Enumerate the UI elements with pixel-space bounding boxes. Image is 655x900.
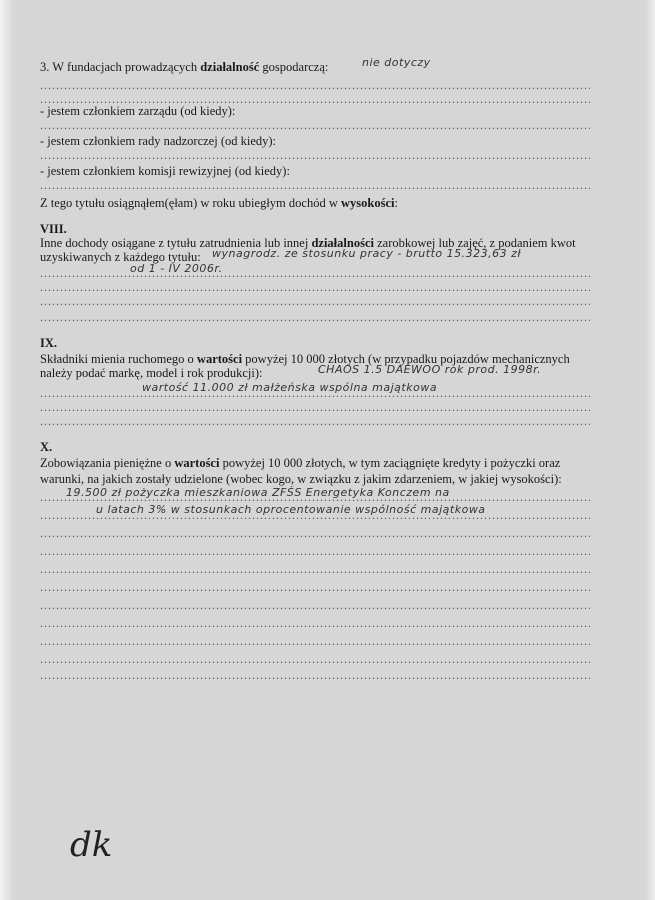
- dotted-line: [40, 148, 590, 162]
- dotted-line: [40, 280, 590, 294]
- x-line2: warunki, na jakich zostały udzielone (wobec kogo, w związku z jakim zdarzeniem, w jakiej wysokości):: [40, 472, 562, 486]
- dotted-line: [40, 634, 590, 648]
- audit-line: - jestem członkiem komisji rewizyjnej (od kiedy):: [40, 164, 290, 178]
- dotted-line: [40, 562, 590, 576]
- dotted-line: [40, 580, 590, 594]
- ix-line1a: Składniki mienia ruchomego o: [40, 352, 197, 366]
- dotted-line: [40, 598, 590, 612]
- dotted-line: [40, 616, 590, 630]
- q3-bold: działalność: [200, 60, 260, 74]
- dotted-line: [40, 414, 590, 428]
- q3-answer: nie dotyczy: [362, 56, 431, 69]
- viii-answer1: wynagrodz. ze stosunku pracy - brutto 15.323,63 zł: [212, 247, 522, 260]
- ix-answer1: CHAOS 1.5 DAEWOO rok prod. 1998r.: [318, 363, 542, 376]
- x-answer1: 19.500 zł pożyczka mieszkaniowa ZFŚS Energetyka Konczem na: [66, 486, 450, 499]
- income-label: Z tego tytułu osiągnąłem(ęłam) w roku ubiegłym dochód w: [40, 196, 341, 210]
- dotted-line: [40, 78, 590, 92]
- viii-line2: uzyskiwanych z każdego tytułu:: [40, 250, 201, 264]
- income-bold: wysokości: [340, 196, 395, 210]
- ix-line1b: wartości: [196, 352, 243, 366]
- section-viii-heading: VIII.: [40, 222, 67, 236]
- viii-line1c: zarobkowej lub zajęć, z podaniem kwot: [373, 236, 576, 250]
- dotted-line: [40, 118, 590, 132]
- section-x-heading: X.: [40, 440, 53, 454]
- q3-rest: gospodarczą:: [259, 60, 329, 74]
- ix-line1c: powyżej 10 000 złotych (w przypadku pojazdów mechanicznych: [242, 352, 570, 366]
- dotted-line: [40, 310, 590, 324]
- q3-label: 3. W fundacjach prowadzących: [40, 60, 201, 74]
- x-line1: [40, 456, 590, 470]
- section-ix-heading: IX.: [40, 336, 58, 350]
- income-line: [40, 196, 590, 210]
- dotted-line: [40, 266, 590, 280]
- ix-answer2: wartość 11.000 zł małżeńska wspólna majątkowa: [142, 381, 438, 394]
- viii-line1a: Inne dochody osiągane z tytułu zatrudnienia lub innej: [40, 236, 312, 250]
- dotted-line: [40, 294, 590, 308]
- x-line1b: wartości: [174, 456, 220, 470]
- x-line1a: Zobowiązania pieniężne o: [40, 456, 175, 470]
- dotted-line: [40, 652, 590, 666]
- signature: dk: [70, 825, 113, 865]
- dotted-line: [40, 400, 590, 414]
- board-line: - jestem członkiem zarządu (od kiedy):: [40, 104, 236, 118]
- ix-line2: należy podać markę, model i rok produkcji):: [40, 366, 263, 380]
- income-colon: :: [394, 196, 398, 210]
- dotted-line: [40, 178, 590, 192]
- x-answer2: u latach 3% w stosunkach oprocentowanie wspólność majątkowa: [96, 503, 486, 516]
- dotted-line: [40, 544, 590, 558]
- dotted-line: [40, 526, 590, 540]
- dotted-line: [40, 668, 590, 682]
- viii-answer2: od 1 - IV 2006r.: [130, 262, 223, 275]
- viii-line1b: działalności: [311, 236, 374, 250]
- q3-line: [40, 60, 590, 74]
- x-line1c: powyżej 10 000 złotych, w tym zaciągnięte kredyty i pożyczki oraz: [219, 456, 561, 470]
- supervisory-line: - jestem członkiem rady nadzorczej (od kiedy):: [40, 134, 277, 148]
